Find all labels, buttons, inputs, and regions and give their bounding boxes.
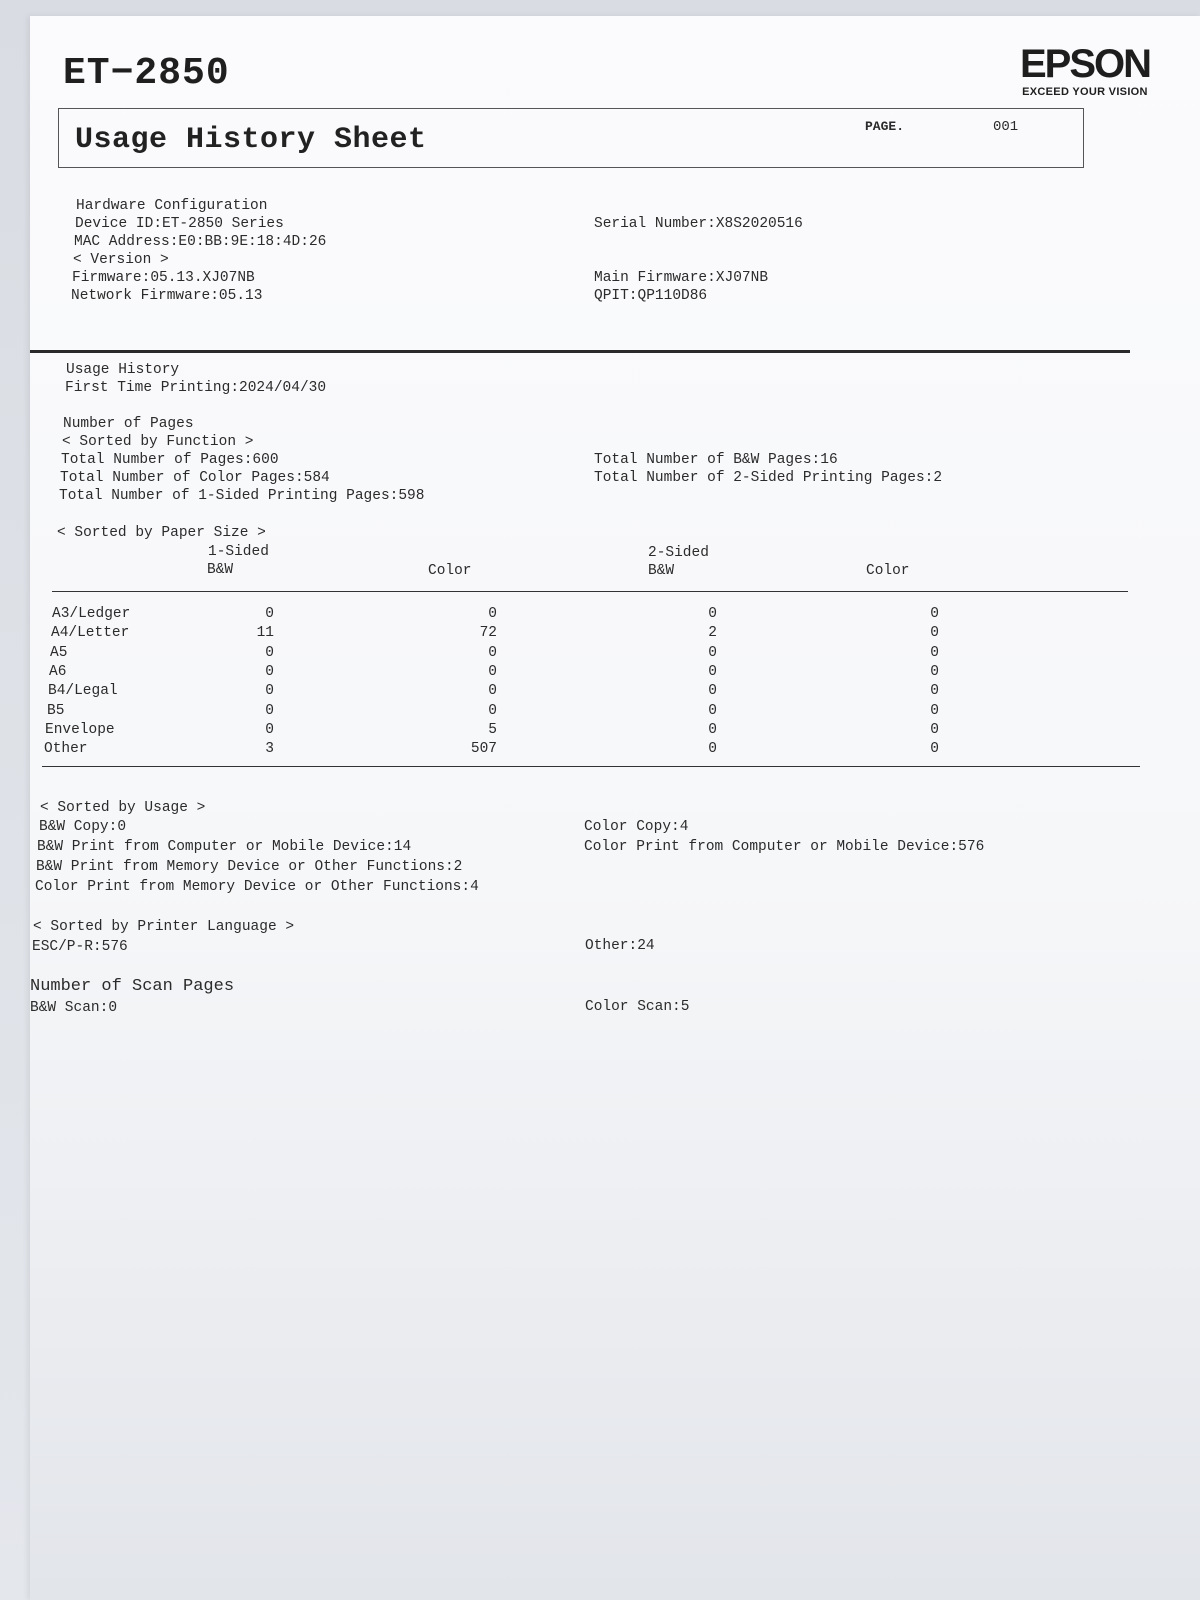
paper-size-count: 0 <box>708 741 717 758</box>
sheet-title: Usage History Sheet <box>75 123 427 157</box>
paper-size-count: 0 <box>708 702 717 719</box>
page-number: 001 <box>993 119 1019 135</box>
paper-size-count: 0 <box>265 606 274 622</box>
total-pages: Total Number of Pages:600 <box>61 452 279 468</box>
color-print-memory: Color Print from Memory Device or Other Functions:4 <box>35 879 479 895</box>
paper-size-count: 72 <box>479 625 497 642</box>
bw-copy: B&W Copy:0 <box>39 819 127 835</box>
paper-size-count: 0 <box>930 606 939 622</box>
bw-scan: B&W Scan:0 <box>30 1000 118 1016</box>
total-1sided-pages: Total Number of 1-Sided Printing Pages:598 <box>59 488 425 504</box>
paper-size-count: 0 <box>265 663 274 680</box>
title-box <box>58 108 1084 168</box>
col-color-2sided: Color <box>866 563 910 579</box>
total-2sided-pages: Total Number of 2-Sided Printing Pages:2 <box>594 470 943 486</box>
paper-size-count: 0 <box>488 606 497 622</box>
paper-size-count: 0 <box>708 606 717 622</box>
paper-size-count: 0 <box>265 702 274 719</box>
paper-size-count: 0 <box>930 741 939 758</box>
mac-address: MAC Address:E0:BB:9E:18:4D:26 <box>74 234 327 250</box>
paper-size-count: 0 <box>488 644 497 661</box>
usage-history-sheet <box>30 16 1200 1600</box>
first-time-printing: First Time Printing:2024/04/30 <box>65 380 327 396</box>
paper-size-label: Envelope <box>45 721 115 738</box>
paper-size-count: 3 <box>265 741 274 758</box>
brand-name: EPSON <box>1019 42 1150 86</box>
pages-heading: Number of Pages <box>63 416 194 432</box>
serial-number: Serial Number:X8S2020516 <box>594 216 803 232</box>
page-label: PAGE. <box>865 119 905 134</box>
group-2sided: 2-Sided <box>648 545 709 561</box>
paper-size-count: 5 <box>488 721 497 738</box>
paper-size-count: 0 <box>265 683 274 700</box>
brand-tagline: EXCEED YOUR VISION <box>1022 86 1148 98</box>
paper-size-label: B4/Legal <box>48 683 118 700</box>
epson-logo <box>1020 44 1150 98</box>
group-1sided: 1-Sided <box>208 544 269 560</box>
qpit: QPIT:QP110D86 <box>594 288 708 304</box>
paper-size-count: 507 <box>470 741 497 758</box>
col-bw-1sided: B&W <box>207 562 234 578</box>
printer-model: ET−2850 <box>63 52 230 95</box>
col-color-1sided: Color <box>428 563 472 579</box>
by-language-heading: < Sorted by Printer Language > <box>33 919 295 935</box>
paper-size-count: 0 <box>488 663 497 680</box>
paper-size-label: A6 <box>49 663 67 680</box>
usage-heading: Usage History <box>66 362 180 378</box>
table-top-rule <box>52 591 1128 592</box>
paper-size-count: 0 <box>708 663 717 680</box>
paper-size-count: 0 <box>708 683 717 700</box>
bw-print-computer: B&W Print from Computer or Mobile Device:14 <box>37 839 412 855</box>
paper-size-count: 0 <box>265 721 274 738</box>
main-firmware: Main Firmware:XJ07NB <box>594 270 769 286</box>
hardware-heading: Hardware Configuration <box>76 198 268 214</box>
paper-size-count: 0 <box>930 644 939 661</box>
by-function-heading: < Sorted by Function > <box>62 434 254 450</box>
color-print-computer: Color Print from Computer or Mobile Device:576 <box>584 839 985 855</box>
paper-size-label: A4/Letter <box>51 625 130 642</box>
total-bw-pages: Total Number of B&W Pages:16 <box>594 452 838 468</box>
paper-size-count: 0 <box>708 644 717 661</box>
color-scan: Color Scan:5 <box>585 999 690 1015</box>
paper-size-label: B5 <box>47 702 65 719</box>
color-copy: Color Copy:4 <box>584 819 689 835</box>
paper-size-count: 2 <box>708 625 717 642</box>
paper-size-count: 0 <box>708 721 717 738</box>
paper-size-count: 0 <box>488 702 497 719</box>
escpr-count: ESC/P-R:576 <box>32 939 128 955</box>
paper-size-count: 0 <box>488 683 497 700</box>
paper-size-count: 0 <box>930 721 939 738</box>
paper-size-label: Other <box>44 741 88 758</box>
col-bw-2sided: B&W <box>648 563 675 579</box>
paper-size-count: 0 <box>930 702 939 719</box>
other-language-count: Other:24 <box>585 938 655 954</box>
network-firmware: Network Firmware:05.13 <box>71 288 263 304</box>
bw-print-memory: B&W Print from Memory Device or Other Functions:2 <box>36 859 463 875</box>
paper-size-count: 11 <box>256 625 274 642</box>
paper-size-heading: < Sorted by Paper Size > <box>57 525 266 541</box>
paper-size-count: 0 <box>265 644 274 661</box>
scan-heading: Number of Scan Pages <box>30 977 235 996</box>
section-divider <box>30 350 1130 353</box>
by-usage-heading: < Sorted by Usage > <box>40 800 206 816</box>
paper-size-label: A3/Ledger <box>52 606 131 622</box>
paper-size-count: 0 <box>930 663 939 680</box>
paper-size-count: 0 <box>930 683 939 700</box>
version-heading: < Version > <box>73 252 169 268</box>
firmware: Firmware:05.13.XJ07NB <box>72 270 255 286</box>
table-bottom-rule <box>42 766 1140 767</box>
paper-size-label: A5 <box>50 644 68 661</box>
paper-size-count: 0 <box>930 625 939 642</box>
device-id: Device ID:ET-2850 Series <box>75 216 284 232</box>
total-color-pages: Total Number of Color Pages:584 <box>60 470 330 486</box>
